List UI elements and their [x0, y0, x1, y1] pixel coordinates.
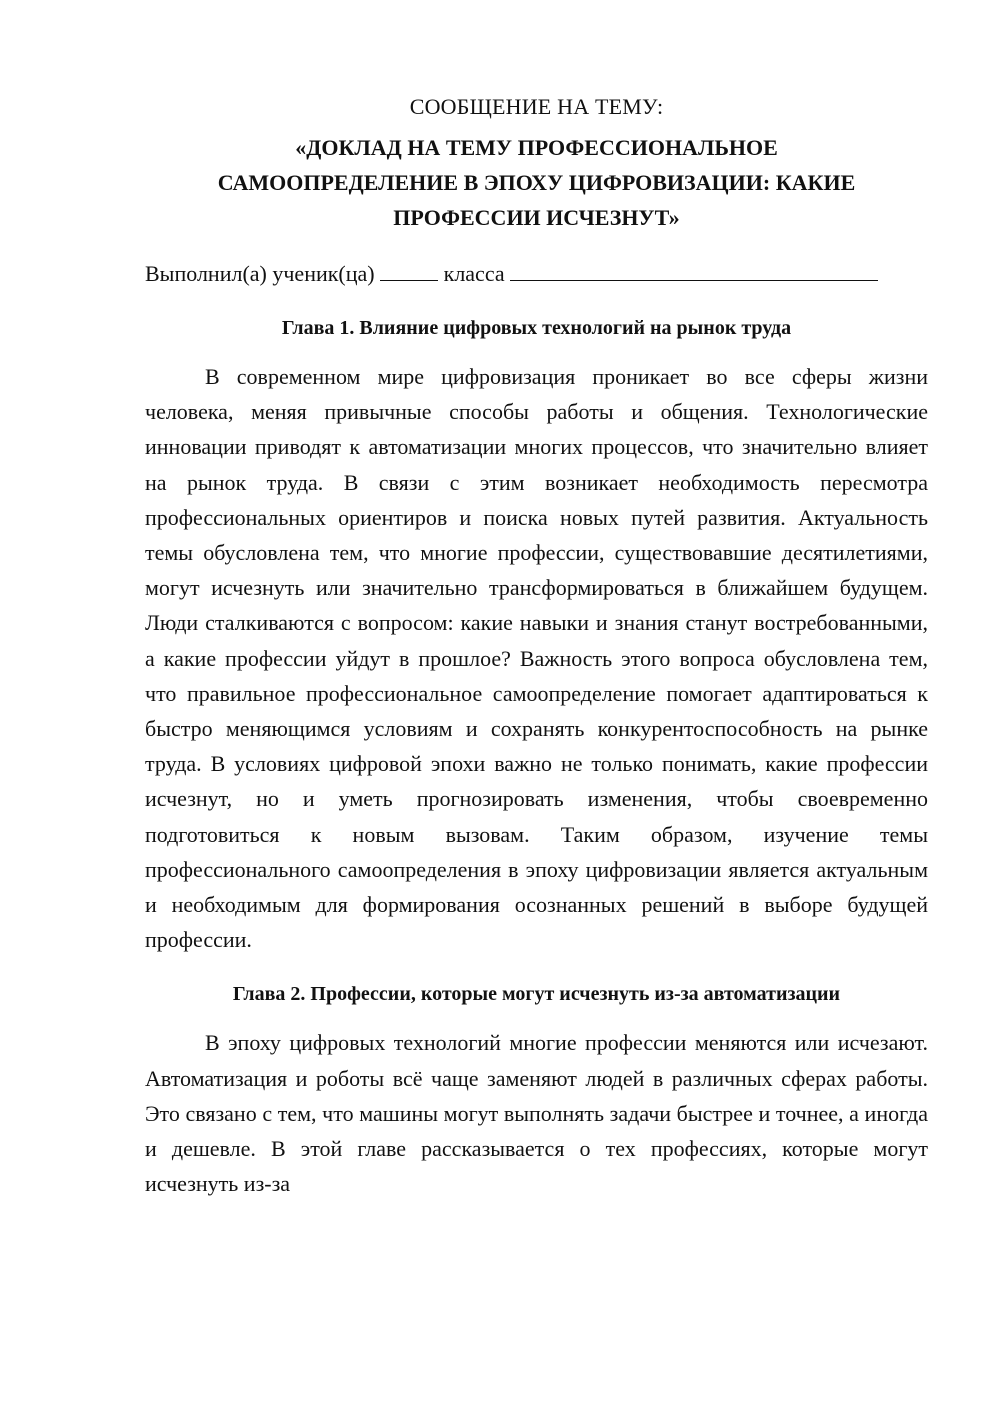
name-blank-line [510, 258, 878, 281]
class-blank-line [380, 258, 438, 281]
chapter-2-heading: Глава 2. Профессии, которые могут исчезнуть из-за автоматизации [232, 983, 841, 1006]
report-title: «ДОКЛАД НА ТЕМУ ПРОФЕССИОНАЛЬНОЕ САМООПРЕДЕЛЕНИЕ В ЭПОХУ ЦИФРОВИЗАЦИИ: КАКИЕ ПРОФЕССИИ ИСЧЕЗНУТ» [217, 135, 856, 230]
chapter-2-paragraph: В эпоху цифровых технологий многие профессии меняются или исчезают. Автоматизация и роботы всё чаще заменяют людей в различных сферах работы. Это связано с тем, что машины могут выполнять задачи быстрее и точнее, а иногда и дешевле. В этой главе рассказывается о тех профессиях, которые могут исчезнуть из-за [145, 1030, 928, 1197]
chapter-1-paragraph: В современном мире цифровизация проникает во все сферы жизни человека, меняя привычные способы работы и общения. Технологические инновации приводят к автоматизации многих процессов, что значительно влияет на рынок труда. В связи с этим возникает необходимость пересмотра профессиональных ориентиров и поиска новых путей развития. Актуальность темы обусловлена тем, что многие профессии, существовавшие десятилетиями, могут исчезнуть или значительно трансформироваться в ближайшем будущем. Люди сталкиваются с вопросом: какие навыки и знания станут востребованными, а какие профессии уйдут в прошлое? Важность этого вопроса обусловлена тем, что правильное профессиональное самоопределение помогает адаптироваться к быстро меняющимся условиям и сохранять конкурентоспособность на рынке труда. В условиях цифровой эпохи важно не только понимать, какие профессии исчезнут, но и уметь прогнозировать изменения, чтобы своевременно подготовиться к новым вызовам. Таким образом, изучение темы профессионального самоопределения в эпоху цифровизации является актуальным и необходимым для формирования осознанных решений в выборе будущей профессии. [145, 364, 928, 953]
document-page [145, 90, 928, 1221]
report-label: СООБЩЕНИЕ НА ТЕМУ: [409, 94, 664, 119]
author-class-word: класса [443, 261, 505, 286]
author-prefix: Выполнил(а) ученик(ца) [145, 261, 375, 286]
author-line [145, 257, 928, 291]
chapter-1-heading: Глава 1. Влияние цифровых технологий на рынок труда [281, 317, 792, 339]
